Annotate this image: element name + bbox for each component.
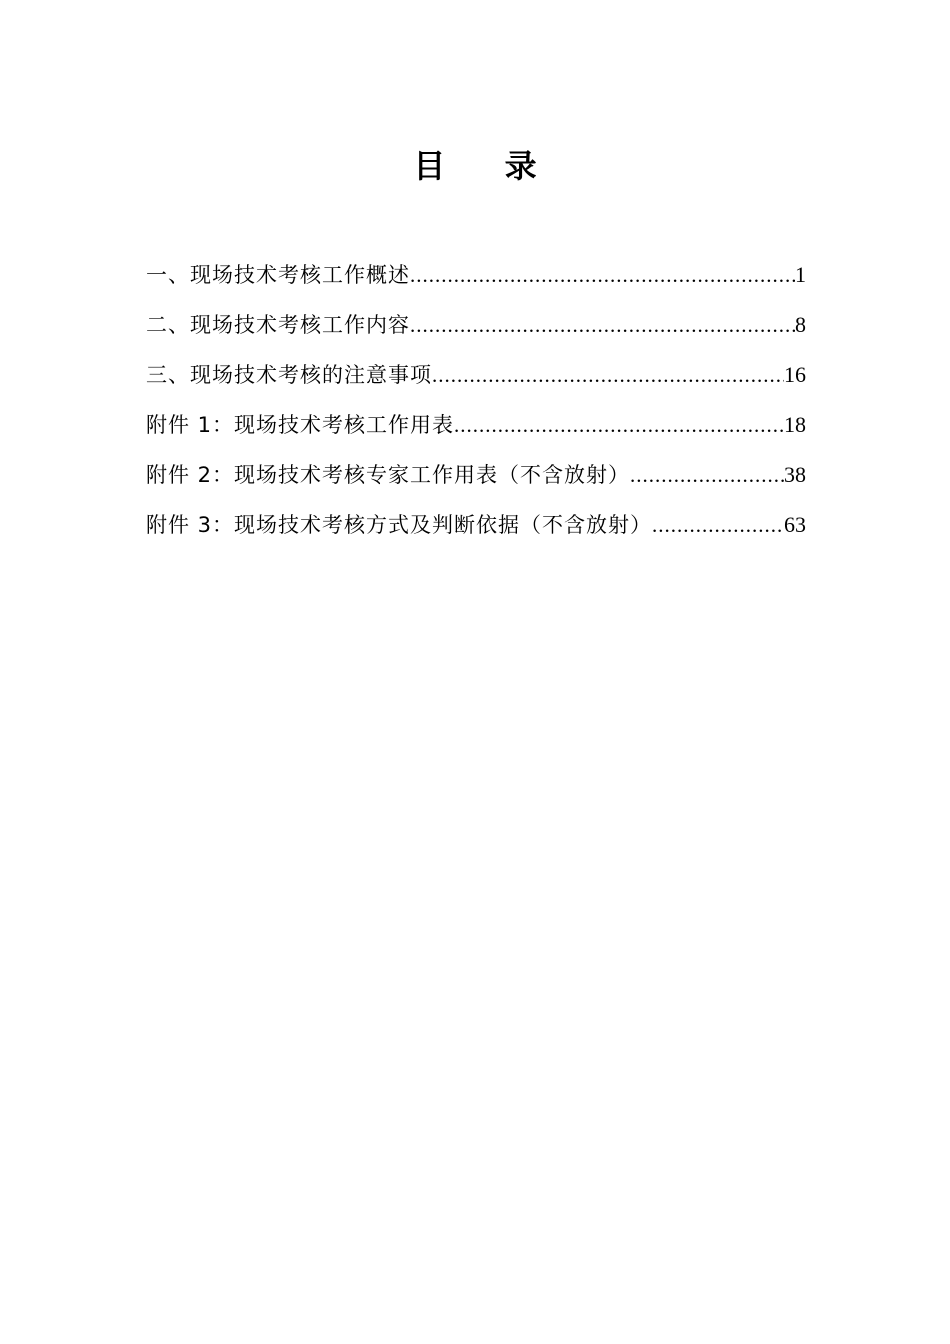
dot-leader (410, 300, 795, 350)
dot-leader (652, 500, 784, 550)
toc-entry[interactable] (146, 500, 806, 550)
toc-entry-text: 三、现场技术考核的注意事项 (146, 363, 432, 387)
toc-title: 目 录 (413, 147, 561, 185)
toc-entry-text: 二、现场技术考核工作内容 (146, 313, 410, 337)
toc-page-number: 18 (784, 412, 806, 437)
dot-leader (432, 350, 784, 400)
toc-entry[interactable] (146, 300, 806, 350)
dot-leader (630, 450, 784, 500)
toc-entry-text: 附件 1：现场技术考核工作用表 (146, 413, 455, 437)
dot-leader (454, 400, 784, 450)
toc-entry-text: 附件 3：现场技术考核方式及判断依据（不含放射） (146, 513, 653, 537)
toc-page-number: 1 (795, 262, 806, 287)
toc-entry[interactable] (146, 250, 806, 300)
toc-entry[interactable] (146, 350, 806, 400)
toc-entry[interactable] (146, 400, 806, 450)
toc-entry[interactable] (146, 450, 806, 500)
toc-page-number: 16 (784, 362, 806, 387)
toc-page-number: 38 (784, 462, 806, 487)
toc-list (146, 250, 806, 550)
toc-entry-text: 一、现场技术考核工作概述 (146, 263, 410, 287)
toc-page-number: 8 (795, 312, 806, 337)
toc-entry-text: 附件 2：现场技术考核专家工作用表（不含放射） (146, 463, 631, 487)
dot-leader (410, 250, 795, 300)
toc-page-number: 63 (784, 512, 806, 537)
